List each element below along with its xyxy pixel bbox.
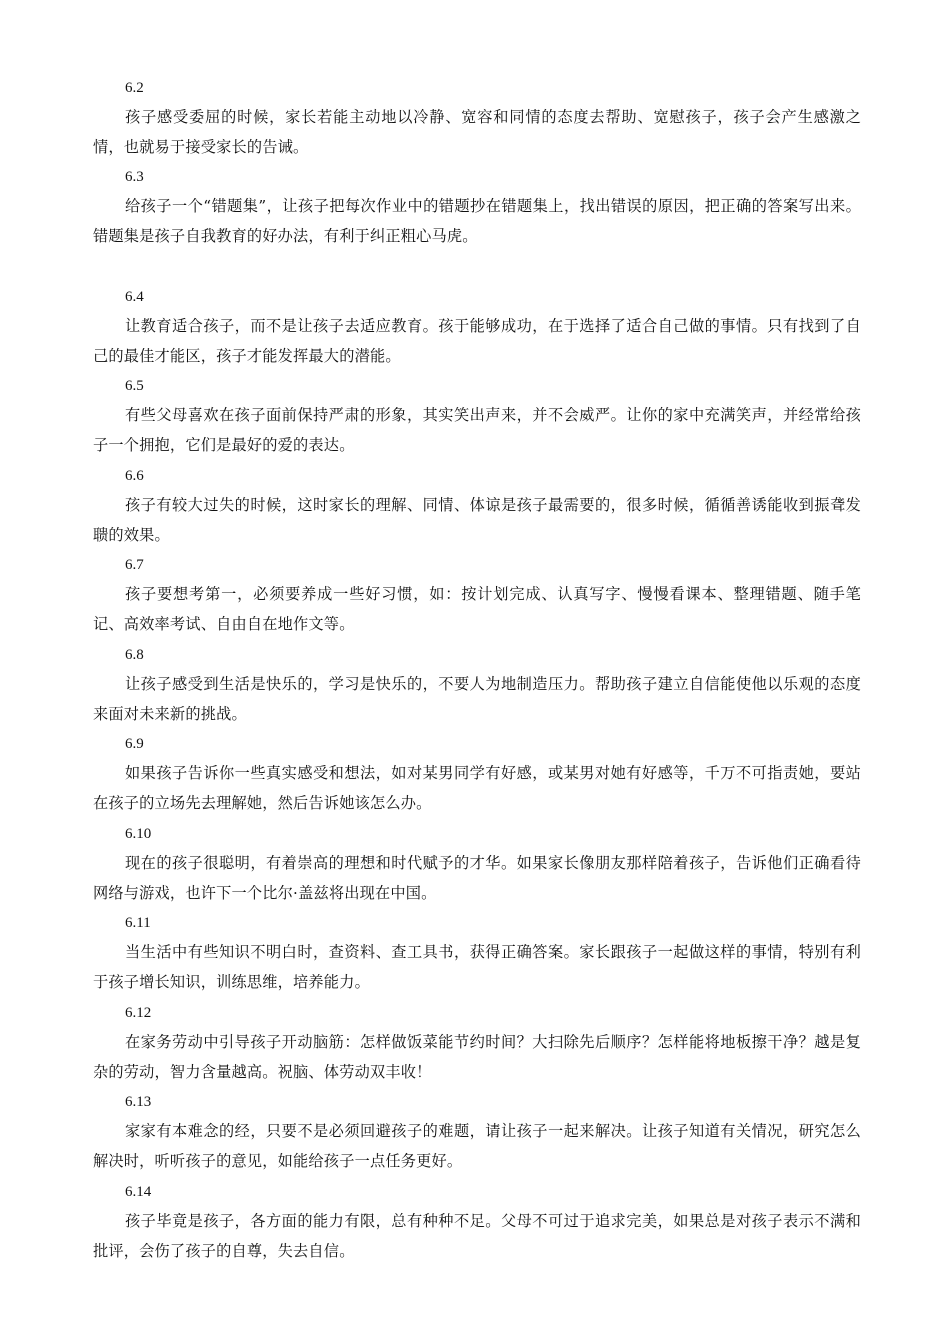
entry-6-4: [93, 283, 861, 371]
entry-paragraph: 当生活中有些知识不明白时，查资料、查工具书，获得正确答案。家长跟孩子一起做这样的事情，特别有利于孩子增长知识，训练思维，培养能力。: [93, 943, 861, 991]
entry-paragraph: 孩子感受委屈的时候，家长若能主动地以冷静、宽容和同情的态度去帮助、宽慰孩子，孩子会产生感激之情，也就易于接受家长的告诫。: [93, 108, 861, 156]
entry-paragraph: 家家有本难念的经，只要不是必须回避孩子的难题，请让孩子一起来解决。让孩子知道有关情况，研究怎么解决时，听听孩子的意见，如能给孩子一点任务更好。: [93, 1122, 861, 1170]
entry-6-13: [93, 1088, 861, 1176]
entry-number: 6.6: [125, 468, 144, 484]
entry-number: 6.3: [125, 169, 144, 185]
entry-number: 6.4: [125, 289, 144, 305]
entry-6-5: [93, 372, 861, 460]
entry-6-6: [93, 462, 861, 550]
entry-6-9: [93, 730, 861, 818]
entry-number: 6.7: [125, 557, 144, 573]
entry-paragraph: 现在的孩子很聪明，有着崇高的理想和时代赋予的才华。如果家长像朋友那样陪着孩子，告诉他们正确看待网络与游戏，也许下一个比尔·盖兹将出现在中国。: [93, 854, 861, 902]
entry-paragraph: 在家务劳动中引导孩子开动脑筋：怎样做饭菜能节约时间？大扫除先后顺序？怎样能将地板擦干净？越是复杂的劳动，智力含量越高。祝脑、体劳动双丰收！: [93, 1033, 861, 1081]
entry-paragraph: 让孩子感受到生活是快乐的，学习是快乐的，不要人为地制造压力。帮助孩子建立自信能使他以乐观的态度来面对未来新的挑战。: [93, 675, 861, 723]
entry-6-11: [93, 909, 861, 997]
entry-number: 6.9: [125, 736, 144, 752]
entry-paragraph: 有些父母喜欢在孩子面前保持严肃的形象，其实笑出声来，并不会威严。让你的家中充满笑声，并经常给孩子一个拥抱，它们是最好的爱的表达。: [93, 406, 861, 454]
entry-number: 6.13: [125, 1094, 152, 1110]
entry-6-10: [93, 820, 861, 908]
entry-6-12: [93, 999, 861, 1087]
entry-6-3: [93, 163, 861, 251]
entry-paragraph: 如果孩子告诉你一些真实感受和想法，如对某男同学有好感，或某男对她有好感等，千万不可指责她，要站在孩子的立场先去理解她，然后告诉她该怎么办。: [93, 764, 861, 812]
entry-6-8: [93, 641, 861, 729]
entry-6-14: [93, 1178, 861, 1266]
entry-paragraph: 给孩子一个“错题集”，让孩子把每次作业中的错题抄在错题集上，找出错误的原因，把正确的答案写出来。错题集是孩子自我教育的好办法，有利于纠正粗心马虎。: [93, 197, 861, 245]
entry-paragraph: 孩子要想考第一，必须要养成一些好习惯，如：按计划完成、认真写字、慢慢看课本、整理错题、随手笔记、高效率考试、自由自在地作文等。: [93, 585, 861, 633]
entry-paragraph: 孩子毕竟是孩子，各方面的能力有限，总有种种不足。父母不可过于追求完美，如果总是对孩子表示不满和批评，会伤了孩子的自尊，失去自信。: [93, 1212, 861, 1260]
entry-6-7: [93, 551, 861, 639]
entry-paragraph: 孩子有较大过失的时候，这时家长的理解、同情、体谅是孩子最需要的，很多时候，循循善诱能收到振聋发聩的效果。: [93, 496, 861, 544]
entry-number: 6.12: [125, 1005, 152, 1021]
entry-number: 6.11: [125, 915, 151, 931]
entry-number: 6.10: [125, 826, 152, 842]
entry-number: 6.2: [125, 80, 144, 96]
entry-paragraph: 让教育适合孩子，而不是让孩子去适应教育。孩于能够成功，在于选择了适合自己做的事情。只有找到了自己的最佳才能区，孩子才能发挥最大的潜能。: [93, 317, 861, 365]
entry-number: 6.8: [125, 647, 144, 663]
entry-6-2: [93, 74, 861, 162]
entry-number: 6.5: [125, 378, 144, 394]
entry-number: 6.14: [125, 1184, 152, 1200]
